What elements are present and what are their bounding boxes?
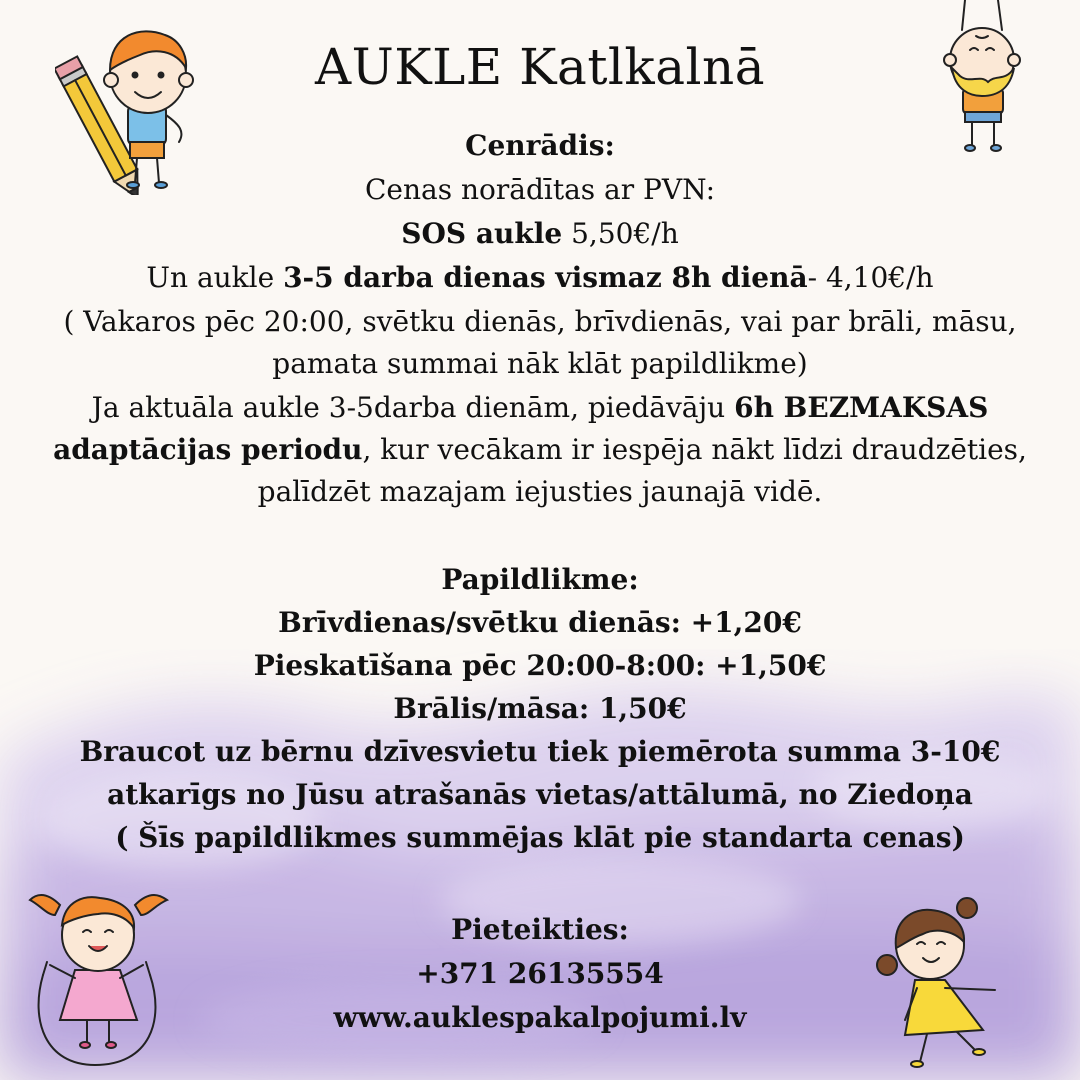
surcharge-note-2: pamata summai nāk klāt papildlikme) — [272, 347, 808, 380]
regular-price: - 4,10€/h — [807, 261, 934, 294]
contact-phone[interactable]: +371 26135554 — [416, 957, 664, 990]
regular-prefix: Un aukle — [146, 261, 284, 294]
surcharges-heading: Papildlikme: — [441, 563, 639, 596]
adaptation-line-3: palīdzēt mazajam iejusties jaunajā vidē. — [257, 475, 823, 508]
adaptation-period: adaptācijas periodu — [53, 433, 363, 466]
surcharge-item: atkarīgs no Jūsu atrašanās vietas/attālumā, no Ziedoņa — [107, 778, 973, 811]
surcharge-item: Braucot uz bērnu dzīvesvietu tiek piemērota summa 3-10€ — [79, 735, 1001, 768]
sos-price-line — [20, 216, 1060, 252]
adaptation-free-hours: 6h BEZMAKSAS — [734, 391, 989, 424]
surcharge-note-1: ( Vakaros pēc 20:00, svētku dienās, brīvdienās, vai par brāli, māsu, — [63, 305, 1017, 338]
regular-price-line — [20, 260, 1060, 296]
surcharge-item: ( Šīs papildlikmes summējas klāt pie standarta cenas) — [115, 821, 965, 854]
contact-heading: Pieteikties: — [451, 913, 629, 946]
hanging-boy-icon — [930, 0, 1035, 155]
surcharge-item: Brīvdienas/svētku dienās: +1,20€ — [278, 606, 802, 639]
price-list-heading: Cenrādis: — [465, 129, 615, 162]
page-title: AUKLE Katlkalnā — [314, 38, 766, 96]
regular-terms: 3-5 darba dienas vismaz 8h dienā — [283, 261, 808, 294]
surcharge-item: Brālis/māsa: 1,50€ — [393, 692, 687, 725]
adaptation-suffix: , kur vecākam ir iespēja nākt līdzi draudzēties, — [362, 433, 1027, 466]
sos-price: 5,50€/h — [562, 217, 679, 250]
boy-with-pencil-icon — [55, 20, 215, 195]
adaptation-line-2 — [20, 432, 1060, 468]
surcharge-item: Pieskatīšana pēc 20:00-8:00: +1,50€ — [253, 649, 827, 682]
running-girl-icon — [865, 890, 1010, 1070]
contact-website[interactable]: www.auklespakalpojumi.lv — [333, 1001, 747, 1034]
adaptation-line-1 — [20, 390, 1060, 426]
adaptation-prefix: Ja aktuāla aukle 3-5darba dienām, piedāvāju — [91, 391, 735, 424]
jump-rope-girl-icon — [25, 870, 175, 1070]
vat-note: Cenas norādītas ar PVN: — [364, 173, 716, 206]
sos-label: SOS aukle — [401, 217, 563, 250]
